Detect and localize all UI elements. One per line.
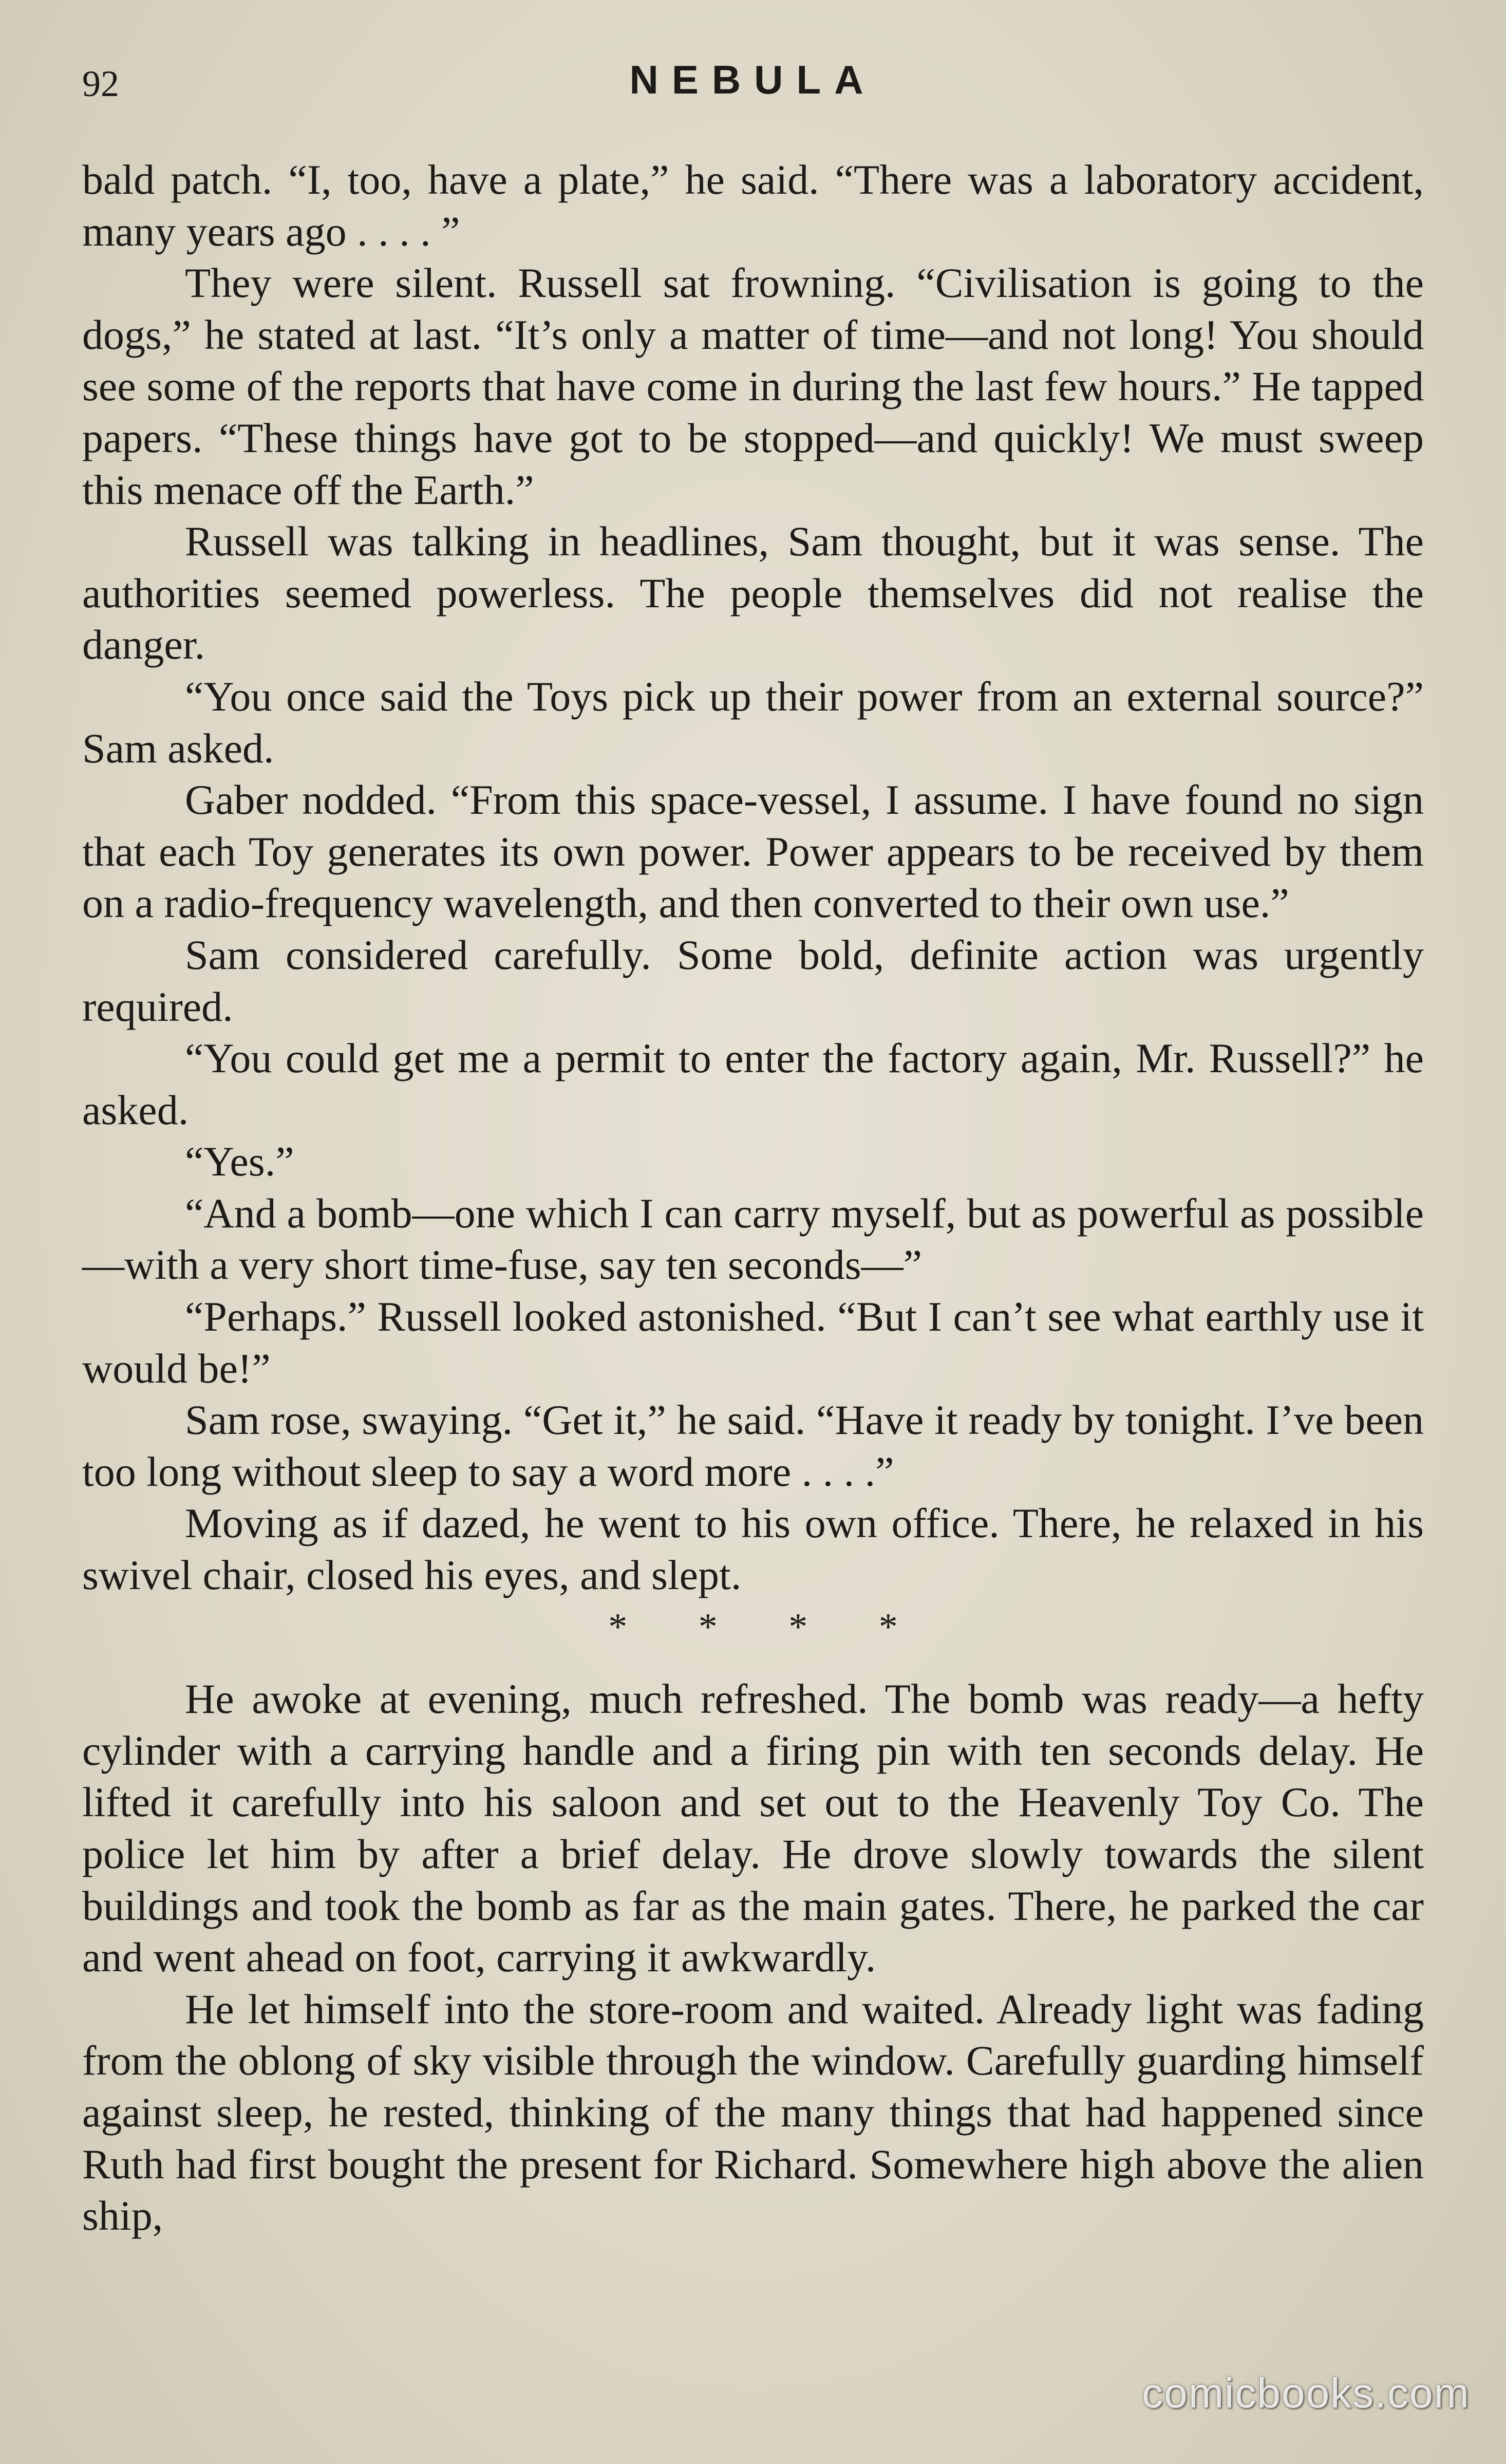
paragraph: They were silent. Russell sat frowning. “Civilisation is going to the dogs,” he stated at last. “It’s only a matter of time—and not long! You should see some of the reports that have come in during the last few hours.” He tapped papers. “These things have got to be stopped—and quickly! We must sweep this menace off the Earth.” — [82, 259, 1424, 513]
paragraph: He let himself into the store-room and waited. Already light was fading from the oblong of sky visible through the window. Carefully guarding himself against sleep, he rested, thinking of the many things that had happened since Ruth had first bought the present for Richard. Somewhere high above the alien ship, — [82, 1985, 1424, 2239]
page-number: 92 — [82, 63, 119, 104]
paragraph: He awoke at evening, much refreshed. The bomb was ready—a hefty cylinder with a carrying handle and a firing pin with ten seconds delay. He lifted it carefully into his saloon and set out to the Heavenly Toy Co. The police let him by after a brief delay. He drove slowly towards the silent buildings and took the bomb as far as the main gates. There, he parked the car and went ahead on foot, carrying it awkwardly. — [82, 1675, 1424, 1981]
paragraph: Sam rose, swaying. “Get it,” he said. “Have it ready by tonight. I’ve been too long without sleep to say a word more . . . .” — [82, 1396, 1424, 1495]
section-gap — [82, 1653, 1424, 1673]
paragraph: Sam considered carefully. Some bold, definite action was urgently required. — [82, 931, 1424, 1030]
paragraph: bald patch. “I, too, have a plate,” he said. “There was a laboratory accident, many years ago . . . . ” — [82, 156, 1424, 255]
body-text — [82, 154, 1424, 2242]
watermark-text: comicbooks.com — [1142, 2370, 1470, 2417]
paragraph: “You once said the Toys pick up their power from an external source?” Sam asked. — [82, 673, 1424, 772]
paragraph: Gaber nodded. “From this space-vessel, I assume. I have found no sign that each Toy generates its own power. Power appears to be received by them on a radio-frequency wavelength, and then converted to their own use.” — [82, 776, 1424, 927]
paragraph: Moving as if dazed, he went to his own office. There, he relaxed in his swivel chair, closed his eyes, and slept. — [82, 1500, 1424, 1599]
page-header — [82, 57, 1424, 118]
paragraph: “Yes.” — [185, 1138, 294, 1185]
paragraph: “You could get me a permit to enter the factory again, Mr. Russell?” he asked. — [82, 1035, 1424, 1133]
paragraph: “Perhaps.” Russell looked astonished. “But I can’t see what earthly use it would be!” — [82, 1293, 1424, 1392]
running-head: NEBULA — [629, 57, 877, 102]
paragraph: “And a bomb—one which I can carry myself, but as powerful as possible—with a very short time-fuse, say ten seconds—” — [82, 1189, 1424, 1289]
section-separator: * * * * — [608, 1606, 929, 1648]
paragraph: Russell was talking in headlines, Sam thought, but it was sense. The authorities seemed powerless. The people themselves did not realise the danger. — [82, 518, 1424, 668]
